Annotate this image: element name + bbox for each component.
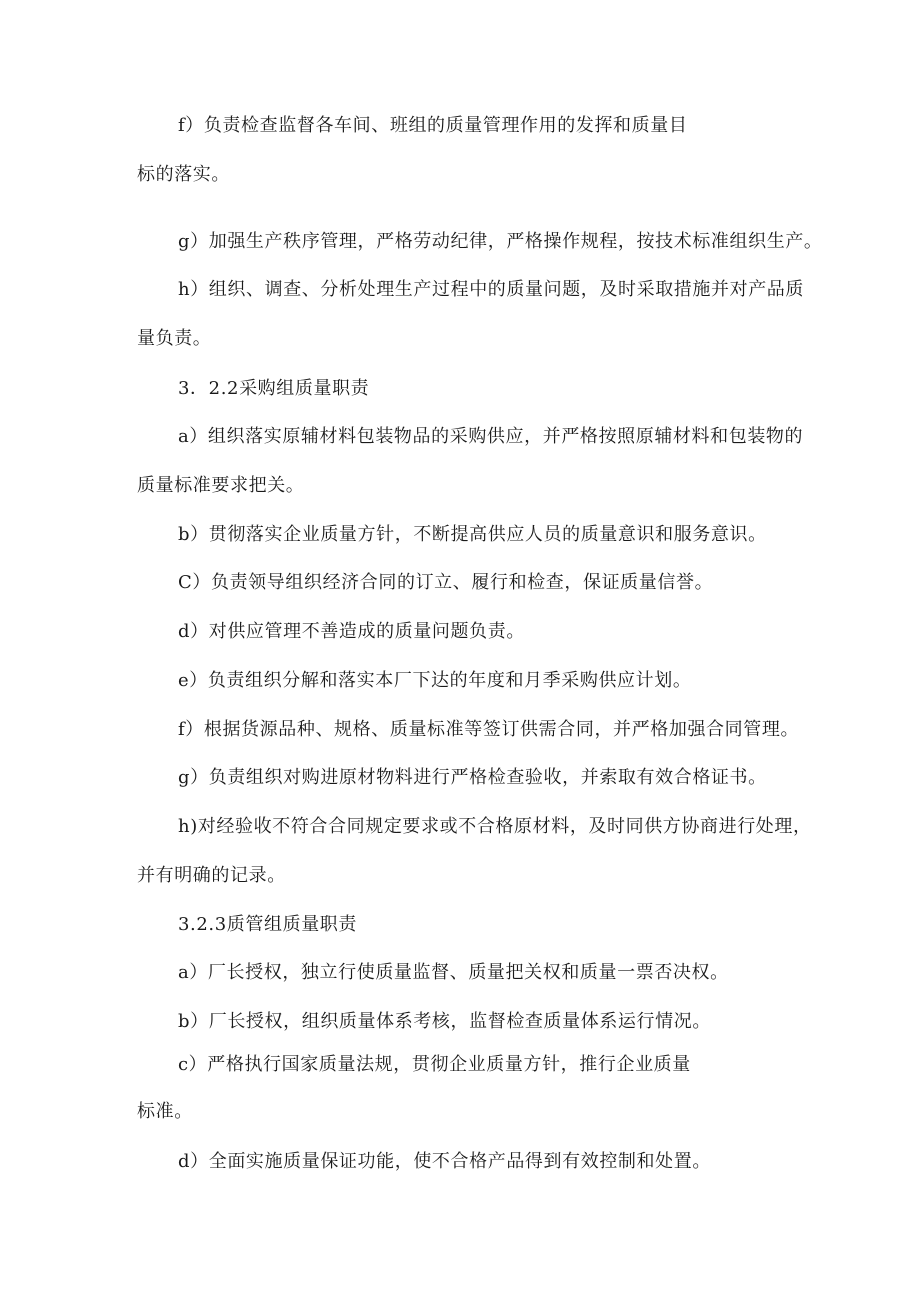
quality-c-line1: c）严格执行国家质量法规，贯彻企业质量方针，推行企业质量 [178,1054,691,1075]
purchase-b: b）贯彻落实企业质量方针，不断提高供应人员的质量意识和服务意识。 [178,524,767,545]
purchase-a-line2: 质量标准要求把关。 [137,475,305,496]
paragraph-f-line1: f）负责检查监督各车间、班组的质量管理作用的发挥和质量目 [178,115,688,136]
purchase-e: e）负责组织分解和落实本厂下达的年度和月季采购供应计划。 [178,670,692,691]
purchase-h-line2: 并有明确的记录。 [137,865,286,886]
purchase-f: f）根据货源品种、规格、质量标准等签订供需合同，并严格加强合同管理。 [178,719,800,740]
section-heading-3-2-2: 3．2.2采购组质量职责 [178,378,370,399]
quality-d: d）全面实施质量保证功能，使不合格产品得到有效控制和处置。 [178,1151,711,1172]
purchase-d: d）对供应管理不善造成的质量问题负责。 [178,621,525,642]
purchase-a-line1: a）组织落实原辅材料包装物品的采购供应，并严格按照原辅材料和包装物的 [178,426,804,447]
purchase-g: g）负责组织对购进原材物料进行严格检查验收，并索取有效合格证书。 [178,767,767,788]
paragraph-g: g）加强生产秩序管理，严格劳动纪律，严格操作规程，按技术标准组织生产。 [178,231,823,252]
purchase-c: C）负责领导组织经济合同的订立、履行和检查，保证质量信誉。 [178,572,714,593]
section-heading-3-2-3: 3.2.3质管组质量职责 [178,914,357,935]
paragraph-h-line2: 量负责。 [137,328,212,349]
paragraph-f-line2: 标的落实。 [137,164,230,185]
quality-a: a）厂长授权，独立行使质量监督、质量把关权和质量一票否决权。 [178,962,729,983]
quality-c-line2: 标准。 [137,1101,193,1122]
paragraph-h-line1: h）组织、调查、分析处理生产过程中的质量问题，及时采取措施并对产品质 [178,279,804,300]
purchase-h-line1: h)对经验收不符合合同规定要求或不合格原材料，及时同供方协商进行处理， [178,816,812,837]
quality-b: b）厂长授权，组织质量体系考核，监督检查质量体系运行情况。 [178,1011,711,1032]
